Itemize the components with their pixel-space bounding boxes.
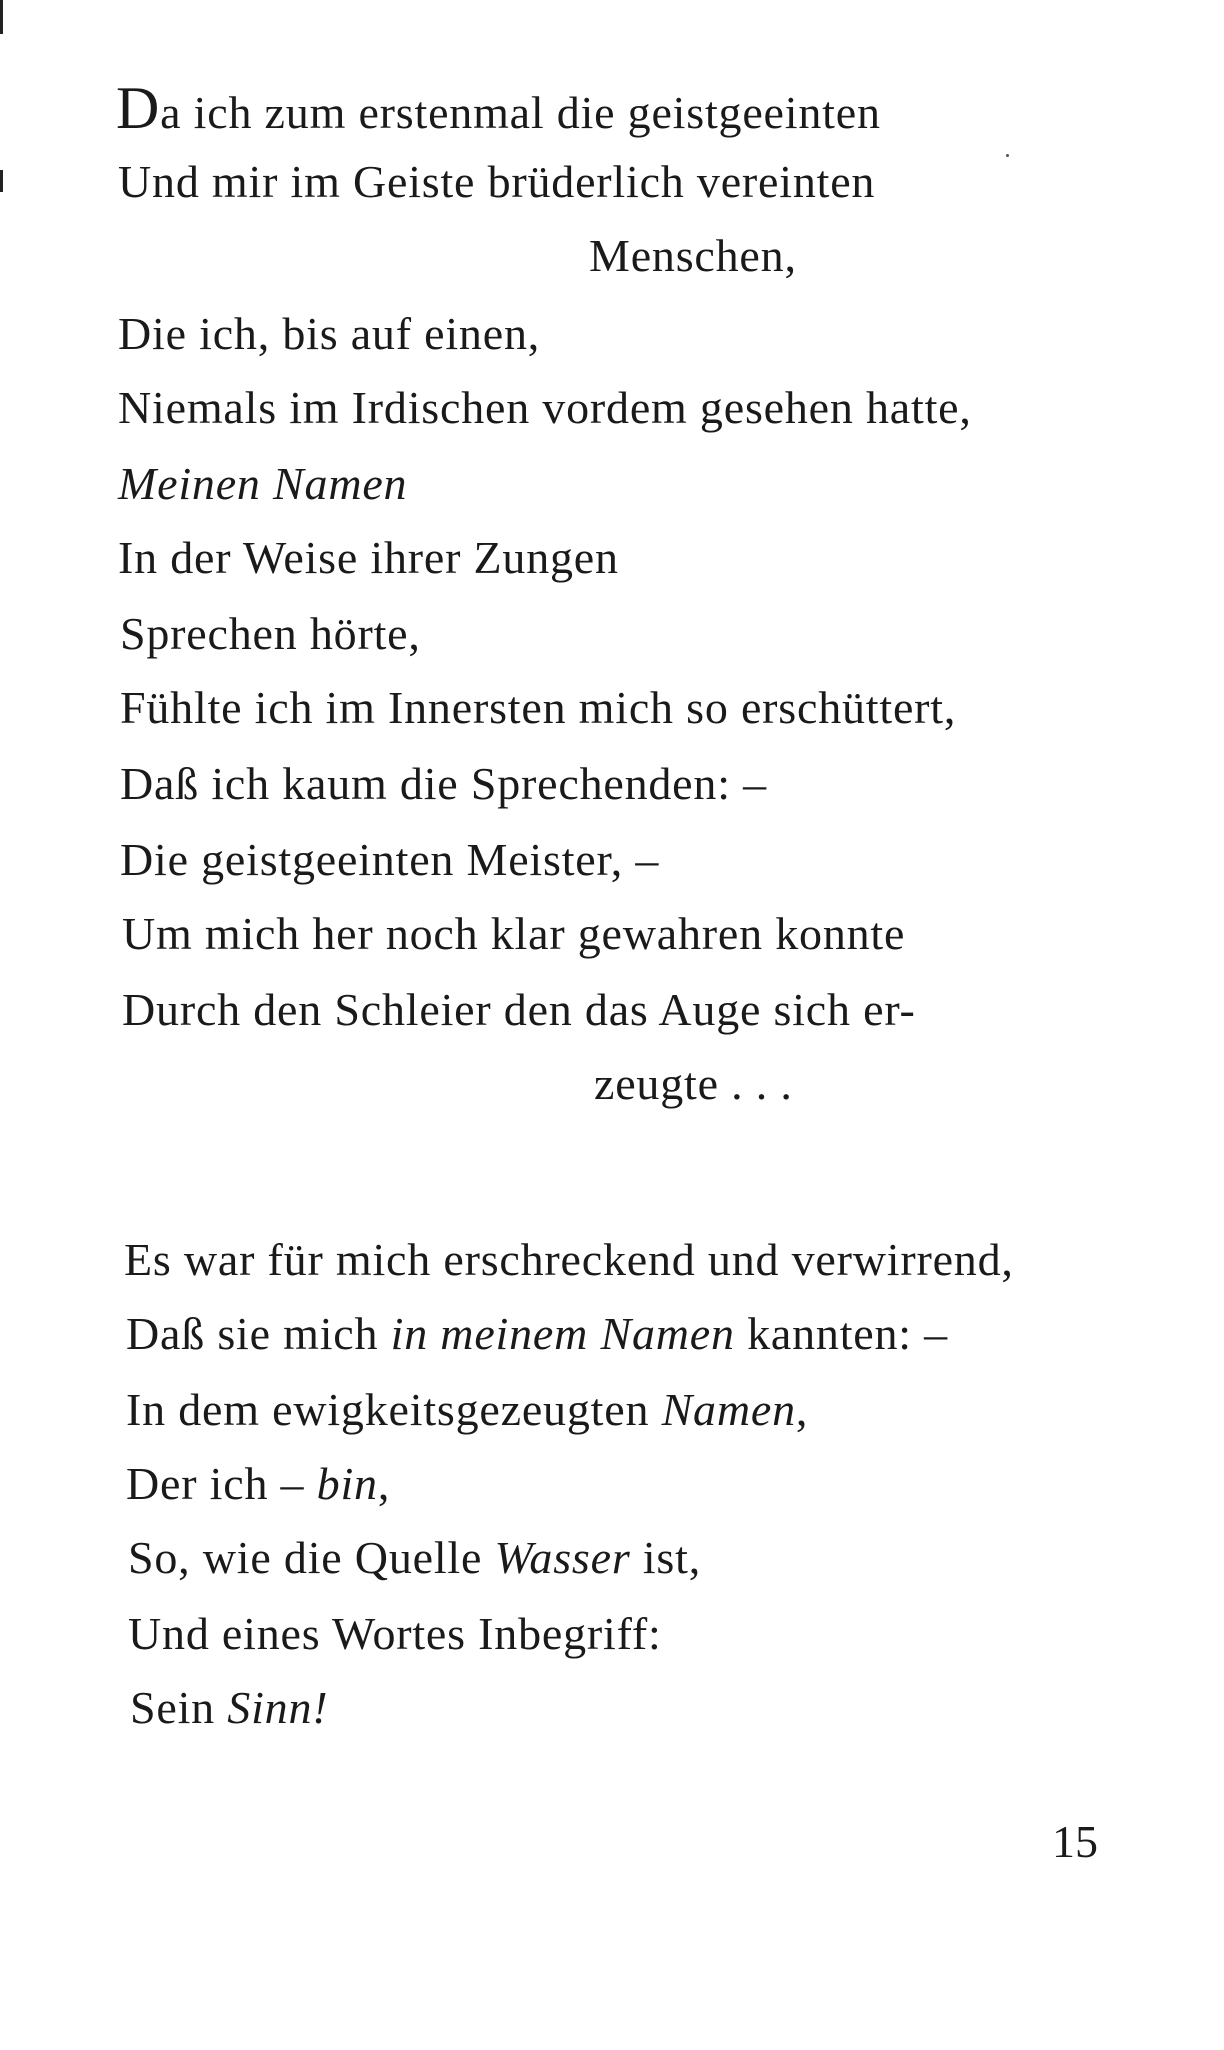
poem-line: zeugte . . . (594, 1058, 793, 1109)
poem-line-italic: Namen (661, 1384, 796, 1435)
poem-line: Die geistgeeinten Meister, – (120, 834, 660, 885)
poem-line-italic: Meinen Namen (118, 458, 408, 509)
poem-line-text: , (377, 1458, 391, 1509)
poem-line: Daß ich kaum die Sprechenden: – (120, 758, 767, 809)
poem-line-text: Sein (130, 1682, 228, 1733)
poem-line: Und eines Wortes Inbegriff: (128, 1608, 662, 1659)
poem-line (130, 1678, 328, 1738)
poem-line-text: , (795, 1384, 809, 1435)
poem-line-italic: in meinem Namen (390, 1308, 735, 1359)
page-edge-mark (0, 0, 3, 34)
poem-line: Es war für mich erschreckend und verwirrend, (124, 1234, 1014, 1285)
poem-line: Menschen, (589, 230, 797, 281)
poem-line: Niemals im Irdischen vordem gesehen hatte, (118, 382, 972, 433)
poem-line-italic: Wasser (494, 1532, 631, 1583)
poem-line (118, 454, 407, 514)
poem-line-italic: bin (316, 1458, 378, 1509)
page-edge-mark (0, 170, 3, 192)
poem-line (126, 1454, 390, 1514)
poem-line-text: kannten: – (734, 1308, 948, 1359)
poem-line: In der Weise ihrer Zungen (118, 532, 619, 583)
ink-speck (1006, 154, 1009, 157)
poem-line: Die ich, bis auf einen, (118, 308, 541, 359)
poem-line-text: So, wie die Quelle (128, 1532, 495, 1583)
poem-line: Durch den Schleier den das Auge sich er- (122, 984, 916, 1035)
poem-line-text: Der ich – (126, 1458, 317, 1509)
poem-line-text: In dem ewigkeitsgezeugten (126, 1384, 662, 1435)
poem-line (126, 1304, 948, 1364)
poem-line-text: ist, (630, 1532, 702, 1583)
poem-line (126, 1380, 808, 1440)
initial-letter: D (116, 75, 161, 141)
poem-line: Und mir im Geiste brüderlich vereinten (118, 156, 876, 207)
page-number: 15 (1052, 1816, 1098, 1867)
poem-line: Um mich her noch klar gewahren konnte (122, 908, 906, 959)
poem-line (128, 1528, 701, 1588)
poem-line (116, 75, 881, 143)
poem-line-text: a ich zum erstenmal die geistgeeinten (160, 87, 881, 138)
poem-line-text: Daß sie mich (126, 1308, 391, 1359)
poem-line-italic: Sinn! (227, 1682, 329, 1733)
poem-line: Fühlte ich im Innersten mich so erschüttert, (120, 682, 957, 733)
poem-line: Sprechen hörte, (120, 608, 421, 659)
